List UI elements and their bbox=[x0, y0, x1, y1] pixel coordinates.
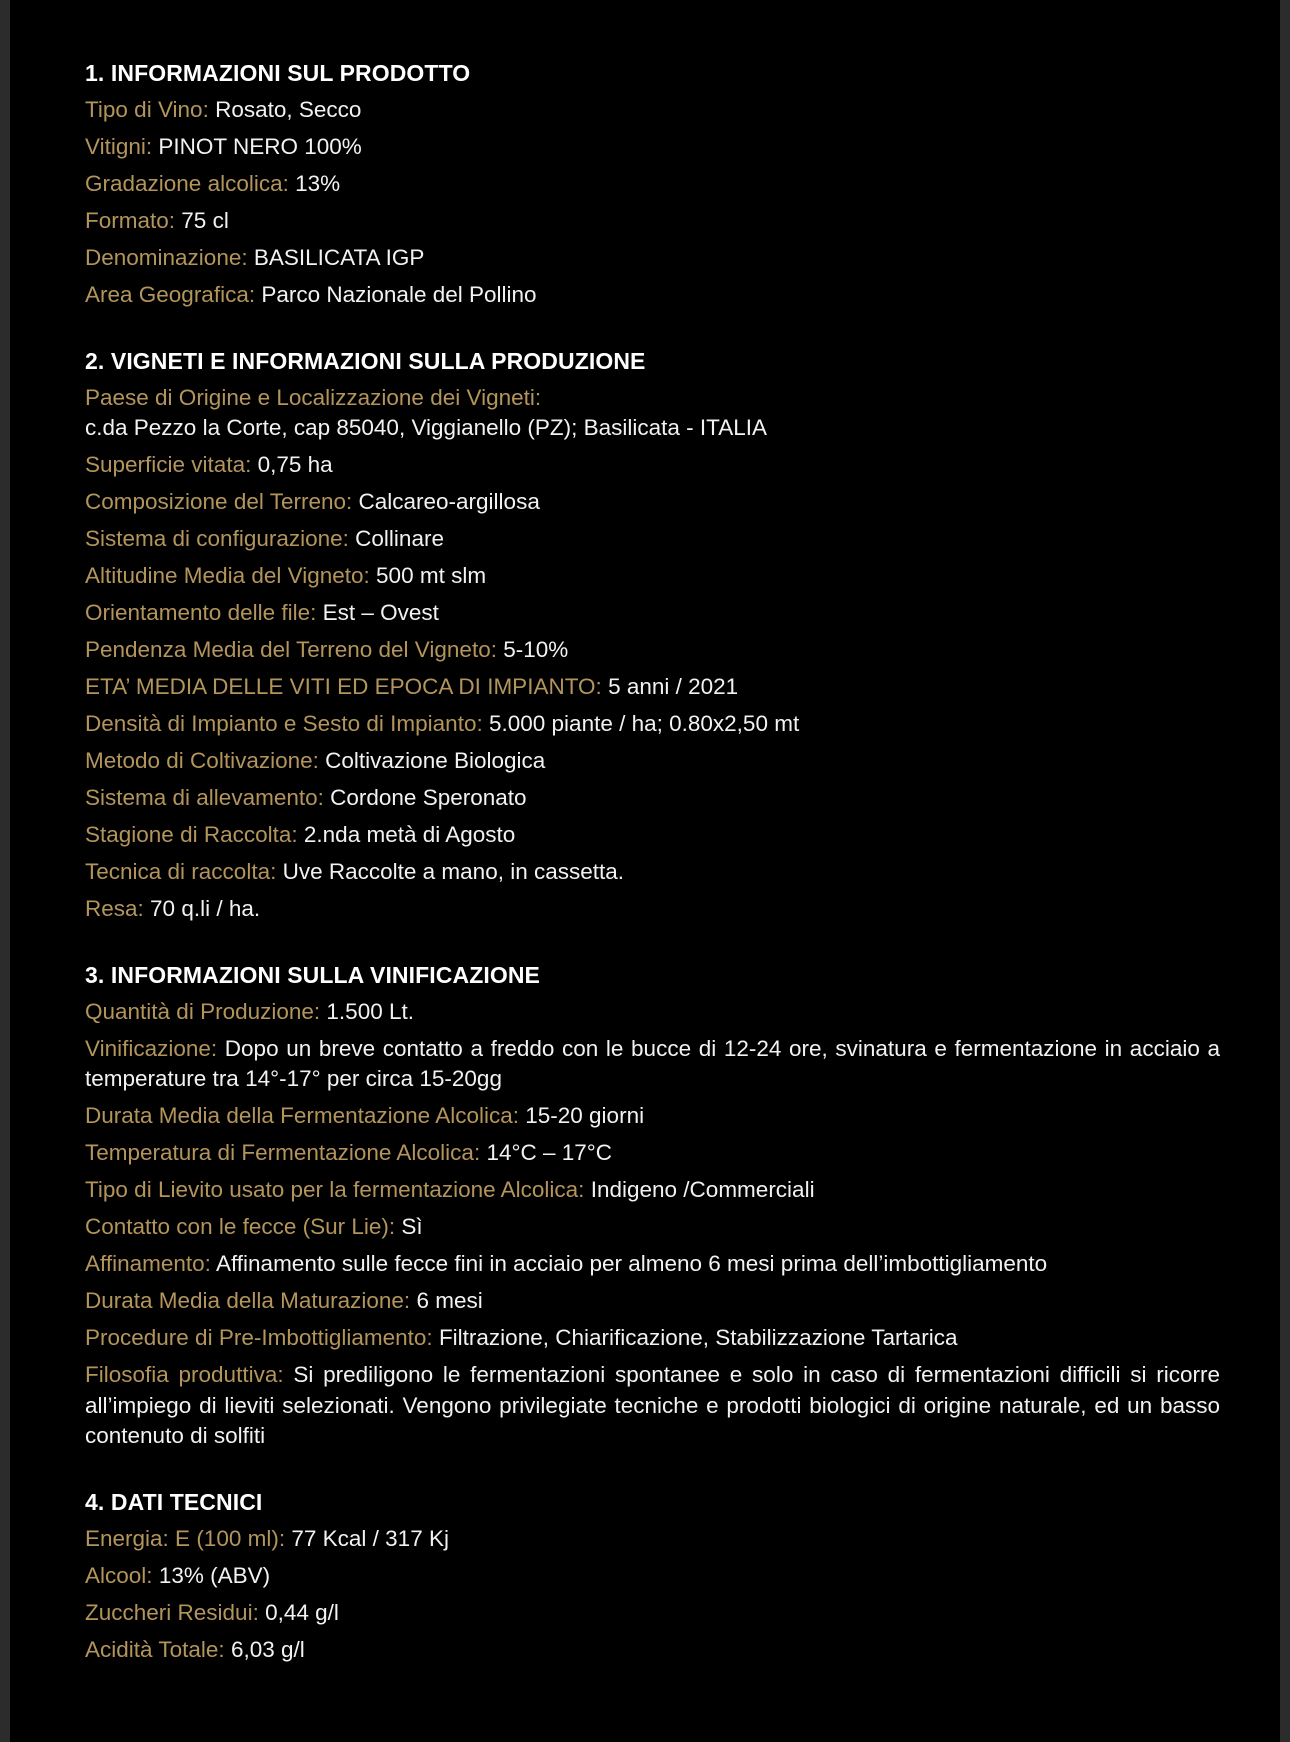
info-row-planting-density bbox=[85, 709, 1220, 740]
info-row-fermentation-duration bbox=[85, 1101, 1220, 1132]
info-row-wine-type bbox=[85, 95, 1220, 126]
row-label: Stagione di Raccolta: bbox=[85, 822, 298, 847]
datasheet-content bbox=[85, 58, 1220, 1672]
row-value: 75 cl bbox=[181, 208, 229, 233]
row-value: 6 mesi bbox=[416, 1288, 483, 1313]
row-label: ETA’ MEDIA DELLE VITI ED EPOCA DI IMPIANTO: bbox=[85, 674, 602, 699]
row-label: Acidità Totale: bbox=[85, 1636, 225, 1662]
row-label: Area Geografica: bbox=[85, 282, 256, 307]
info-row-soil-composition bbox=[85, 487, 1220, 518]
info-row-production-quantity bbox=[85, 997, 1220, 1028]
row-label: Altitudine Media del Vigneto: bbox=[85, 563, 370, 588]
section-technical-data bbox=[85, 1487, 1220, 1666]
row-label: Vitigni: bbox=[85, 134, 153, 159]
row-value: Parco Nazionale del Pollino bbox=[261, 282, 537, 307]
row-value: Filtrazione, Chiarificazione, Stabilizzazione Tartarica bbox=[438, 1325, 958, 1350]
row-label: Composizione del Terreno: bbox=[85, 489, 353, 514]
row-value: 5.000 piante / ha; 0.80x2,50 mt bbox=[488, 711, 800, 736]
row-value: Est – Ovest bbox=[322, 600, 439, 625]
wine-datasheet-page bbox=[10, 0, 1280, 1742]
info-row-vine-age bbox=[85, 672, 1220, 703]
row-value: Si prediligono le fermentazioni spontanee e solo in caso di fermentazioni difficili si ricorre all’impiego di lieviti selezionati. Vengono privilegiate tecniche e prodotti biologici di origine naturale, ed un basso contenuto di solfiti bbox=[85, 1362, 1220, 1448]
row-label: Gradazione alcolica: bbox=[85, 171, 289, 196]
info-row-residual-sugars bbox=[85, 1598, 1220, 1629]
row-label: Durata Media della Fermentazione Alcolica: bbox=[85, 1103, 519, 1128]
section-heading: 1. INFORMAZIONI SUL PRODOTTO bbox=[85, 60, 471, 86]
row-label: Vinificazione: bbox=[85, 1035, 218, 1061]
info-row-row-orientation bbox=[85, 598, 1220, 629]
info-row-cultivation-method bbox=[85, 746, 1220, 777]
info-row-denomination bbox=[85, 243, 1220, 274]
info-row-geographic-area bbox=[85, 280, 1220, 311]
row-label: Tecnica di raccolta: bbox=[85, 859, 277, 884]
info-row-harvest-technique bbox=[85, 857, 1220, 888]
info-row-alcohol bbox=[85, 1561, 1220, 1592]
row-label: Superficie vitata: bbox=[85, 452, 252, 477]
row-label: Quantità di Produzione: bbox=[85, 998, 321, 1024]
row-label: Sistema di allevamento: bbox=[85, 785, 324, 810]
row-value: 70 q.li / ha. bbox=[150, 896, 261, 921]
row-value: 13% bbox=[295, 171, 341, 196]
row-label: Tipo di Lievito usato per la fermentazione Alcolica: bbox=[85, 1177, 585, 1202]
section-heading: 2. VIGNETI E INFORMAZIONI SULLA PRODUZIONE bbox=[85, 347, 646, 374]
row-label: Densità di Impianto e Sesto di Impianto: bbox=[85, 711, 483, 736]
row-value: 5 anni / 2021 bbox=[608, 674, 739, 699]
section-vinification bbox=[85, 960, 1220, 1452]
row-value: 2.nda metà di Agosto bbox=[303, 822, 516, 847]
row-value: Cordone Speronato bbox=[330, 785, 527, 810]
info-row-pre-bottling bbox=[85, 1323, 1220, 1354]
row-label: Pendenza Media del Terreno del Vigneto: bbox=[85, 637, 497, 662]
row-value: 15-20 giorni bbox=[525, 1103, 645, 1128]
row-value: Collinare bbox=[355, 526, 444, 551]
row-label: Energia: E (100 ml): bbox=[85, 1525, 286, 1551]
row-value: 5-10% bbox=[503, 637, 569, 662]
row-value: 0,44 g/l bbox=[265, 1599, 339, 1625]
row-label: Temperatura di Fermentazione Alcolica: bbox=[85, 1140, 481, 1165]
row-value: 77 Kcal / 317 Kj bbox=[291, 1525, 449, 1551]
row-value: Coltivazione Biologica bbox=[325, 748, 546, 773]
info-row-sur-lie bbox=[85, 1212, 1220, 1243]
info-row-production-philosophy bbox=[85, 1360, 1220, 1452]
section-heading: 3. INFORMAZIONI SULLA VINIFICAZIONE bbox=[85, 961, 540, 988]
info-row-origin-location bbox=[85, 383, 1220, 444]
row-value: 14°C – 17°C bbox=[486, 1140, 613, 1165]
info-row-yeast-type bbox=[85, 1175, 1220, 1206]
row-label: Filosofia produttiva: bbox=[85, 1362, 284, 1387]
row-label: Orientamento delle file: bbox=[85, 600, 317, 625]
row-value: Rosato, Secco bbox=[215, 97, 362, 122]
row-label: Tipo di Vino: bbox=[85, 97, 209, 122]
row-label: Affinamento: bbox=[85, 1251, 211, 1276]
info-row-altitude bbox=[85, 561, 1220, 592]
row-label: Sistema di configurazione: bbox=[85, 526, 349, 551]
info-row-yield bbox=[85, 894, 1220, 925]
section-product-info bbox=[85, 58, 1220, 311]
row-value: c.da Pezzo la Corte, cap 85040, Viggianello (PZ); Basilicata - ITALIA bbox=[85, 415, 768, 440]
info-row-alcohol-content bbox=[85, 169, 1220, 200]
row-label: Resa: bbox=[85, 896, 144, 921]
row-label: Paese di Origine e Localizzazione dei Vigneti: bbox=[85, 384, 542, 410]
info-row-harvest-season bbox=[85, 820, 1220, 851]
row-value: BASILICATA IGP bbox=[253, 245, 425, 270]
row-value: PINOT NERO 100% bbox=[158, 134, 362, 159]
info-row-training-system bbox=[85, 783, 1220, 814]
info-row-vinification bbox=[85, 1034, 1220, 1095]
info-row-configuration bbox=[85, 524, 1220, 555]
row-label: Durata Media della Maturazione: bbox=[85, 1288, 411, 1313]
row-value: 13% (ABV) bbox=[158, 1562, 271, 1588]
info-row-maturation-duration bbox=[85, 1286, 1220, 1317]
row-label: Denominazione: bbox=[85, 245, 248, 270]
row-value: Affinamento sulle fecce fini in acciaio per almeno 6 mesi prima dell’imbottigliamento bbox=[215, 1251, 1048, 1276]
row-value: Indigeno /Commerciali bbox=[590, 1177, 815, 1202]
info-row-format bbox=[85, 206, 1220, 237]
info-row-slope bbox=[85, 635, 1220, 666]
row-value: 500 mt slm bbox=[376, 563, 487, 588]
row-value: Calcareo-argillosa bbox=[358, 489, 540, 514]
section-vineyards-production bbox=[85, 346, 1220, 925]
info-row-aging bbox=[85, 1249, 1220, 1280]
row-value: Dopo un breve contatto a freddo con le bucce di 12-24 ore, svinatura e fermentazione in acciaio a temperature tra 14°-17° per circa 15-20gg bbox=[85, 1035, 1220, 1091]
info-row-energy bbox=[85, 1524, 1220, 1555]
row-label: Formato: bbox=[85, 208, 176, 233]
row-label: Metodo di Coltivazione: bbox=[85, 748, 319, 773]
info-row-grape-varieties bbox=[85, 132, 1220, 163]
row-value: 6,03 g/l bbox=[230, 1636, 305, 1662]
row-value: Sì bbox=[401, 1214, 423, 1239]
section-heading: 4. DATI TECNICI bbox=[85, 1488, 263, 1515]
info-row-total-acidity bbox=[85, 1635, 1220, 1666]
row-label: Procedure di Pre-Imbottigliamento: bbox=[85, 1325, 433, 1350]
info-row-fermentation-temperature bbox=[85, 1138, 1220, 1169]
row-label: Contatto con le fecce (Sur Lie): bbox=[85, 1214, 396, 1239]
row-label: Alcool: bbox=[85, 1562, 153, 1588]
row-value: 0,75 ha bbox=[257, 452, 333, 477]
info-row-vineyard-area bbox=[85, 450, 1220, 481]
row-value: 1.500 Lt. bbox=[326, 998, 414, 1024]
row-value: Uve Raccolte a mano, in cassetta. bbox=[282, 859, 625, 884]
row-label: Zuccheri Residui: bbox=[85, 1599, 259, 1625]
